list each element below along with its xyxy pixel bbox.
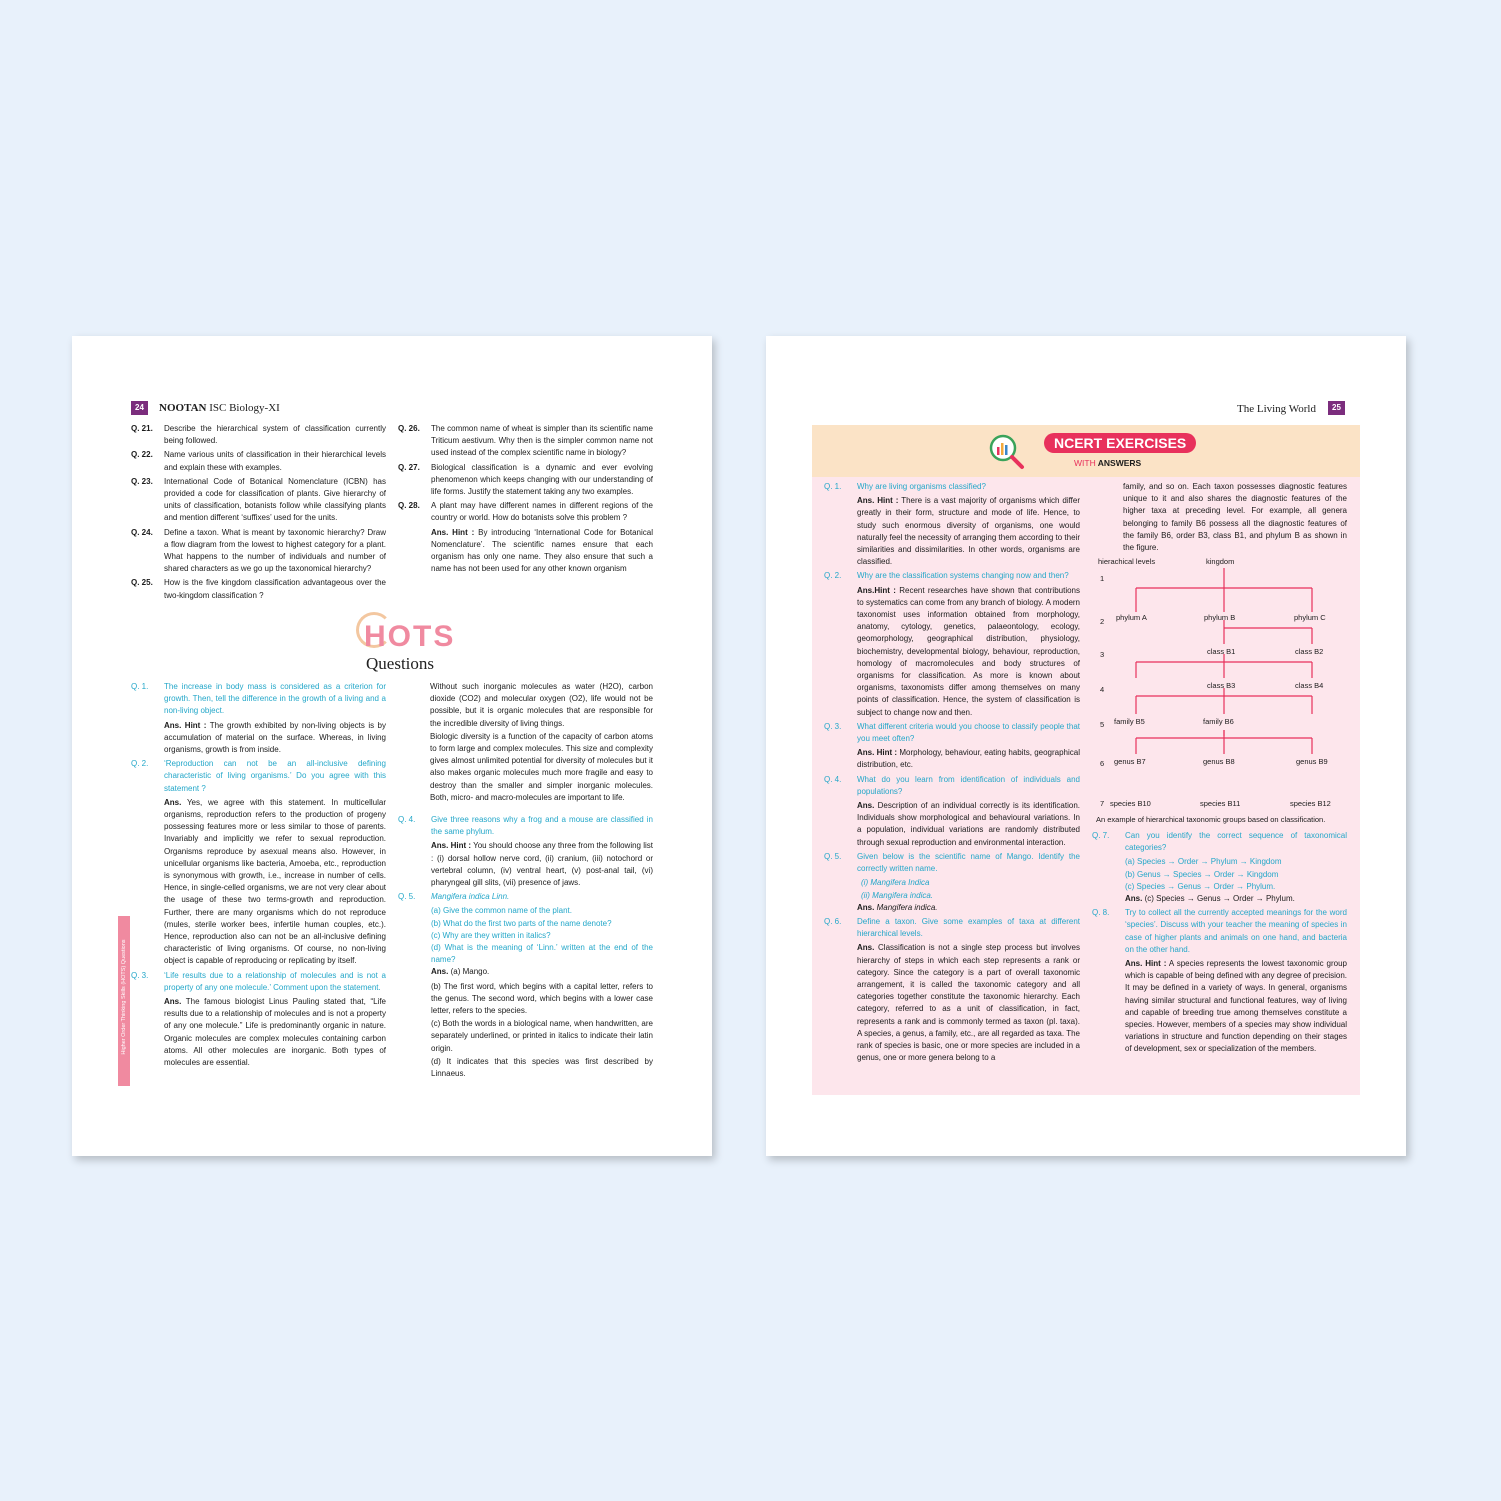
tree-level-2: 2 [1100,617,1105,626]
side-tab: Higher Order Thinking Skills (HOTS) Questions [118,916,130,1086]
ncert-q5-option-1: (i) Mangifera Indica [861,878,930,888]
hots-answer-5: Ans. (a) Mango. [431,967,490,977]
ncert-question-2: Q. 2. Why are the classification systems changing now and then? [824,571,1069,581]
hots-q5-sub-d: (d) What is the meaning of ‘Linn.’ written at the end of the name? [431,943,653,965]
node-genus-b7: genus B7 [1114,757,1146,766]
hots-question-4: Q. 4. Give three reasons why a frog and a mouse are classified in the same phylum. [398,815,653,837]
hots-answer-4: Ans. Hint : You should choose any three from the following list : (i) dorsal hollow nerve cord, (ii) cranium, (iii) notochord or vertebral column, (iv) ventral heart, (v) post-anal tail, (vi) pharyngeal gill slits, (vii) presence of jaws. [431,841,654,888]
question-21: Q. 21. Describe the hierarchical system of classification currently being followed. [131,424,386,446]
ncert-column-1 [824,481,1080,1066]
hots-q5-sub-c: (c) Why are they written in italics? [431,930,551,940]
tree-connectors [1136,568,1312,754]
page-number: 25 [1328,401,1345,415]
tree-header-levels: hierachical levels [1098,557,1156,566]
ncert-column-2-questions [1092,830,1347,1058]
node-species-b12: species B12 [1290,799,1331,808]
questions-column-2 [398,423,653,577]
ncert-banner [812,425,1360,477]
hots-answer-5-c: (c) Both the words in a biological name, when handwritten, are separately underlined, or printed in italics to indicate their latin origin. [431,1019,653,1053]
tree-level-4: 4 [1100,685,1105,694]
node-phylum-b: phylum B [1204,613,1236,622]
hots-question-1: Q. 1. The increase in body mass is considered as a criterion for growth. Then, tell the difference in the growth of a living and a non-living object. [131,682,386,716]
page-number: 24 [131,401,148,415]
question-24: Q. 24. Define a taxon. What is meant by taxonomic hierarchy? Draw a flow diagram from the lowest to highest category for a plant. What happens to the number of individuals and number of shared characters as we go up the taxonomical hierarchy? [131,527,386,574]
ncert-answer-3: Ans. Hint : Morphology, behaviour, eating habits, geographical distribution, etc. [857,748,1081,770]
tree-level-6: 6 [1100,759,1105,768]
ncert-title: NCERT EXERCISES [1044,433,1196,453]
question-28: Q. 28. A plant may have different names in different regions of the country or world. How do botanists solve this problem ? [398,501,653,523]
tree-level-7: 7 [1100,799,1105,808]
answer-28: Ans. Hint : By introducing ‘International Code for Botanical Nomenclature’. The scientific names ensure that each organism has only one name. They also ensure that such a name has not been used for any other known organism [431,527,653,574]
magnifier-chart-icon [986,431,1026,471]
hots-q5-sub-b: (b) What do the first two parts of the name denote? [431,918,612,928]
ncert-question-4: Q. 4. What do you learn from identification of individuals and populations? [824,774,1080,796]
ncert-column-2-top [1123,481,1347,555]
tree-header-kingdom: kingdom [1206,557,1235,566]
ncert-subtitle: WITH ANSWERS [1074,458,1142,468]
hots-column-1 [131,681,386,1071]
hots-answer-3: Ans. The famous biologist Linus Pauling stated that, “Life results due to a relationship of molecules and is not a property of any one molecule.” Life is predominantly organic in nature. Organic molecules are complex molecules containing carbon atoms. All other molecules are inorganic. Both types of molecules are essential. [164,997,387,1068]
page-header: The Living World [1237,403,1316,415]
node-phylum-c: phylum C [1294,613,1326,622]
node-phylum-a: phylum A [1116,613,1147,622]
node-genus-b9: genus B9 [1296,757,1328,766]
ncert-answer-5: Ans. Mangifera indica. [857,902,938,912]
hots-column-2 [430,681,653,805]
ncert-question-8: Q. 8. Try to collect all the currently accepted meanings for the word ‘species’. Discuss with your teacher the meaning of species in case of higher plants and animals on one hand, and bacteria on the other hand. [1092,908,1347,954]
ncert-answer-7: Ans. (c) Species → Genus → Order → Phylum. [1125,894,1295,904]
node-class-b4: class B4 [1295,681,1324,690]
tree-level-1: 1 [1100,574,1105,583]
hots-paragraph-1: Without such inorganic molecules as water (H2O), carbon dioxide (CO2) and molecular oxygen (O2), life would not be possible, but it is organic molecules that are responsible for the incredible diversity of living things. [430,682,653,728]
node-class-b3: class B3 [1207,681,1236,690]
ncert-question-5: Q. 5. Given below is the scientific name of Mango. Identify the correctly written name. [824,851,1080,874]
ncert-answer-4: Ans. Description of an individual correctly is its identification. Individuals show morphological and behavioural variations. In a population, individual variations are randomly distributed through sexual reproduction and environmental interaction. [857,801,1080,847]
node-family-b6: family B6 [1203,717,1234,726]
ncert-answer-1: Ans. Hint : There is a vast majority of organisms which differ greatly in their form, structure and mode of life. Hence, to study such enormous diversity of organisms, one would naturally feel the necessity of arranging them according to their similarities and dissimilarities. In other words, organisms are classified. [857,496,1081,567]
node-species-b10: species B10 [1110,799,1151,808]
hots-answer-1: Ans. Hint : The growth exhibited by non-living objects is by accumulation of material on the surface. Whereas, in living organisms, growth is from inside. [164,720,386,755]
left-page [72,336,712,1156]
node-species-b11: species B11 [1200,799,1241,808]
ncert-question-6: Q. 6. Define a taxon. Give some examples of taxa at different hierarchical levels. [824,916,1080,939]
hots-question-2: Q. 2. ‘Reproduction can not be an all-inclusive defining characteristic of living organisms.’ Do you agree with this statement ? [131,759,386,793]
ncert-question-3: Q. 3. What different criteria would you choose to classify people that you meet often? [824,721,1080,744]
hots-paragraph-2: Biologic diversity is a function of the capacity of carbon atoms to form large and complex molecules. This size and complexity gives almost unlimited potential for diversity of molecules but it also makes organic molecules much more fragile and easy to destroy than the smaller and simpler inorganic molecules. Both, micro- and macro-molecules are important to life. [430,731,653,802]
answer-6-continued: family, and so on. Each taxon possesses diagnostic features unique to it and also shares the diagnostic features of the higher taxa at preceding level. For example, all genera belonging to family B6 possess all the diagnostic features of the family B6, order B3, class B1, and phylum B as shown in the figure. [1123,482,1347,553]
questions-column-1 [131,423,386,604]
ncert-question-1: Q. 1. Why are living organisms classified? [824,482,986,491]
page-header [159,402,280,414]
hots-question-5: Q. 5. Mangifera indica Linn. [398,892,510,902]
tree-caption: An example of hierarchical taxonomic groups based on classification. [1096,815,1326,824]
node-genus-b8: genus B8 [1203,757,1235,766]
question-25: Q. 25. How is the five kingdom classification advantageous over the two-kingdom classification ? [131,578,386,600]
hots-title: HOTS [364,620,456,653]
node-class-b2: class B2 [1295,647,1324,656]
ncert-q7-option-b: (b) Genus → Species → Order → Kingdom [1125,869,1279,879]
hots-q5-sub-a: (a) Give the common name of the plant. [431,906,572,916]
ncert-q7-option-a: (a) Species → Order → Phylum → Kingdom [1125,857,1282,867]
hots-column-2-questions [398,814,653,1081]
question-22: Q. 22. Name various units of classification in their hierarchical levels and explain these with examples. [131,450,386,472]
question-27: Q. 27. Biological classification is a dynamic and ever evolving phenomenon which keeps changing with our understanding of life forms. Justify the statement taking any two examples. [398,462,653,497]
ncert-answer-6: Ans. Classification is not a single step process but involves hierarchy of steps in which each step represents a rank or category. Since the category is a part of overall taxonomic arrangement, it is called the taxonomic category and all categories together constitute the taxonomic hierarchy. Each category, referred to as a unit of classification, in fact, represents a rank and is commonly termed as taxon (pl. taxa). A species, a genus, a family, etc., are all regarded as taxa. The rank of species is basic, one or more species are included in a genus, one or more genera belong to a [857,943,1080,1063]
hots-subtitle: Questions [366,654,434,673]
ncert-q7-option-c: (c) Species → Genus → Order → Phylum. [1125,881,1276,891]
right-page [766,336,1406,1156]
node-family-b5: family B5 [1114,717,1145,726]
tree-level-5: 5 [1100,720,1105,729]
ncert-answer-8: Ans. Hint : A species represents the lowest taxonomic group which is capable of being defined with any degree of precision. It may be defined in a variety of ways. In general, organisms having similar structural and functional features, way of living and capable of breeding true among themselves constitute a species. However, members of a species may show individual variations in structure and function depending on their stages of development, sex or specialization of the members. [1125,959,1348,1054]
ncert-answer-2: Ans.Hint : Recent researches have shown that contributions to systematics can come from any branch of biology. A modern taxonomist uses information obtained from morphology, anatomy, cytology, genetics, palaeontology, ecology, geomorphology, geographical distribution, physiology, biochemistry, developmental biology, behaviour, reproduction, homology of macromolecules and body structures of organisms for classification. As more is known about organisms, taxonomists differ among themselves on many points of classification. Hence, the system of classification is subject to change now and then. [857,585,1080,717]
ncert-question-7: Q. 7. Can you identify the correct sequence of taxonomical categories? [1092,831,1347,853]
question-26: Q. 26. The common name of wheat is simpler than its scientific name Triticum aestivum. Why then is the simpler common name not used instead of the complex scientific name in biology? [398,424,653,458]
hots-answer-5-b: (b) The first word, which begins with a capital letter, refers to the genus. The second word, which begins with a lower case letter, refers to the species. [431,981,653,1016]
header-brand: NOOTAN [159,402,207,414]
hots-answer-5-d: (d) It indicates that this species was first described by Linnaeus. [431,1056,653,1079]
node-class-b1: class B1 [1207,647,1236,656]
header-book: ISC Biology-XI [209,402,280,414]
hots-logo [352,618,472,678]
hots-question-3: Q. 3. ‘Life results due to a relationship of molecules and is not a property of any one molecule.’ Comment upon the statement. [131,970,386,992]
hots-answer-2: Ans. Yes, we agree with this statement. In multicellular organisms, reproduction refers to the production of progeny possessing features more or less similar to those of parents. Invariably and implicitly we refer to sexual reproduction. Organisms reproduce by asexual means also. However, in unicellular organisms like bacteria, Amoeba, etc., reproduction is synonymous with growth, i.e., increase in number of cells. Hence, in single-celled organisms, we are not very clear about the usage of these two terms-growth and reproduction. Further, there are many organisms which do not reproduce (mules, sterile worker bees, infertile human couples, etc.). Hence, reproduction also can not be an all-inclusive defining characteristic of living organisms. Of course, no non-living object is capable of reproducing or replicating by itself. [164,797,386,966]
ncert-q5-option-2: (ii) Mangifera indica. [861,890,934,900]
tree-level-3: 3 [1100,650,1105,659]
taxonomic-hierarchy-diagram [1096,554,1354,824]
question-23: Q. 23. International Code of Botanical Nomenclature (ICBN) has provided a code for classification of plants. Give hierarchy of units of classification, botanists follow while classifying plants and mention different ‘suffixes’ used for the units. [131,476,386,523]
